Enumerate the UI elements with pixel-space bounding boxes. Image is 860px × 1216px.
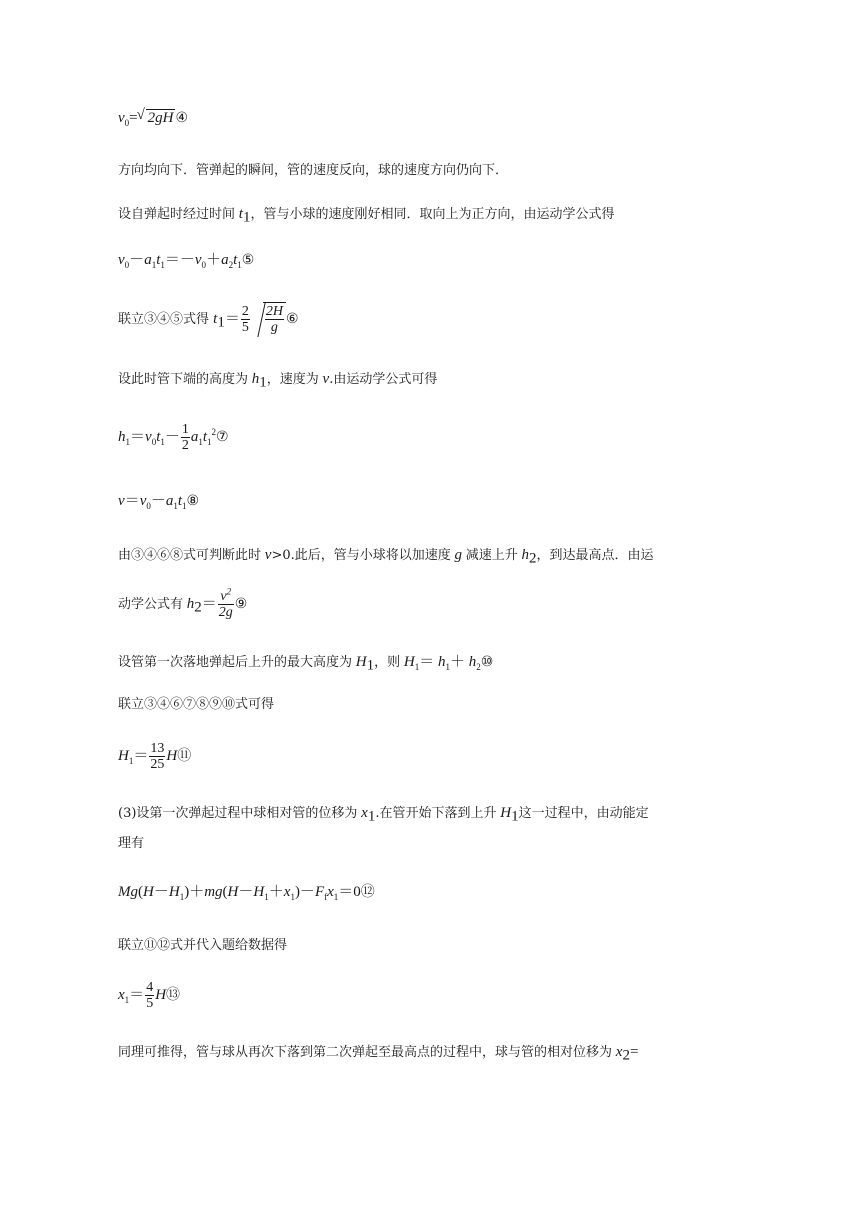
equation-13: $x_1=$ $\frac{4}{5}$ H⑬ [118, 980, 181, 1012]
equation-5: $v_0-a_1t_1=-v_0+a_2t_1⑤$ [118, 252, 255, 270]
equation-12: $Mg(H-H_1)+mg(H-H_1+x_1)-F_fx_1=0⑫$ [118, 884, 375, 902]
text-line-direction: 方向均向下．管弹起的瞬间，管的速度反向，球的速度方向仍向下． [118, 163, 509, 178]
equation-4: $v_0=√$ 2gH ④ [118, 109, 188, 126]
text-line-similarly: 同理可推得，管与球从再次下落到第二次弹起至最高点的过程中，球与管的相对位移为 $x_2=$ [118, 1044, 639, 1064]
equation-9: 动学公式有 $h_2=$ $\frac{v^2}{2g}$ ⑨ [118, 586, 248, 620]
equation-7: $h_1=v_0t_1-$ $\frac{1}{2}$ $a_1t_1^2⑦$ [118, 422, 229, 454]
equation-11: $H_1=$ $\frac{13}{25}$ H⑪ [118, 741, 192, 773]
text-line-judge: 由③④⑥⑧式可判断此时 v>0.此后，管与小球将以加速度 g 减速上升 $h_2$，到达最高点．由运 [118, 547, 654, 567]
text-line-combine-1: 联立③④⑥⑦⑧⑨⑩式可得 [118, 697, 275, 712]
text-line-part-3: (3)设第一次弹起过程中球相对管的位移为 $x_1$.在管开始下落到上升 $H_1$这一过程中，由动能定 [118, 805, 649, 825]
equation-6: 联立③④⑤式得 $t_1=$ $\frac{2}{5}$ $\frac{2H}{g}$ ⑥ [118, 304, 299, 335]
text-line-combine-2: 联立⑪⑫式并代入题给数据得 [118, 938, 288, 953]
text-line-theorem: 理有 [118, 836, 145, 851]
equation-8: $v=v_0-a_1t_1⑧$ [118, 493, 200, 511]
text-line-max-height: 设管第一次落地弹起后上升的最大高度为 $H_1$，则 $H_1= h_1+$ $h_2⑩$ [118, 654, 494, 674]
text-line-height-h1: 设此时管下端的高度为 $h_1$，速度为 v.由运动学公式可得 [118, 371, 438, 391]
text-line-time-t1: 设自弹起时经过时间 $t_1$，管与小球的速度刚好相同．取向上为正方向，由运动学公式得 [118, 206, 615, 226]
